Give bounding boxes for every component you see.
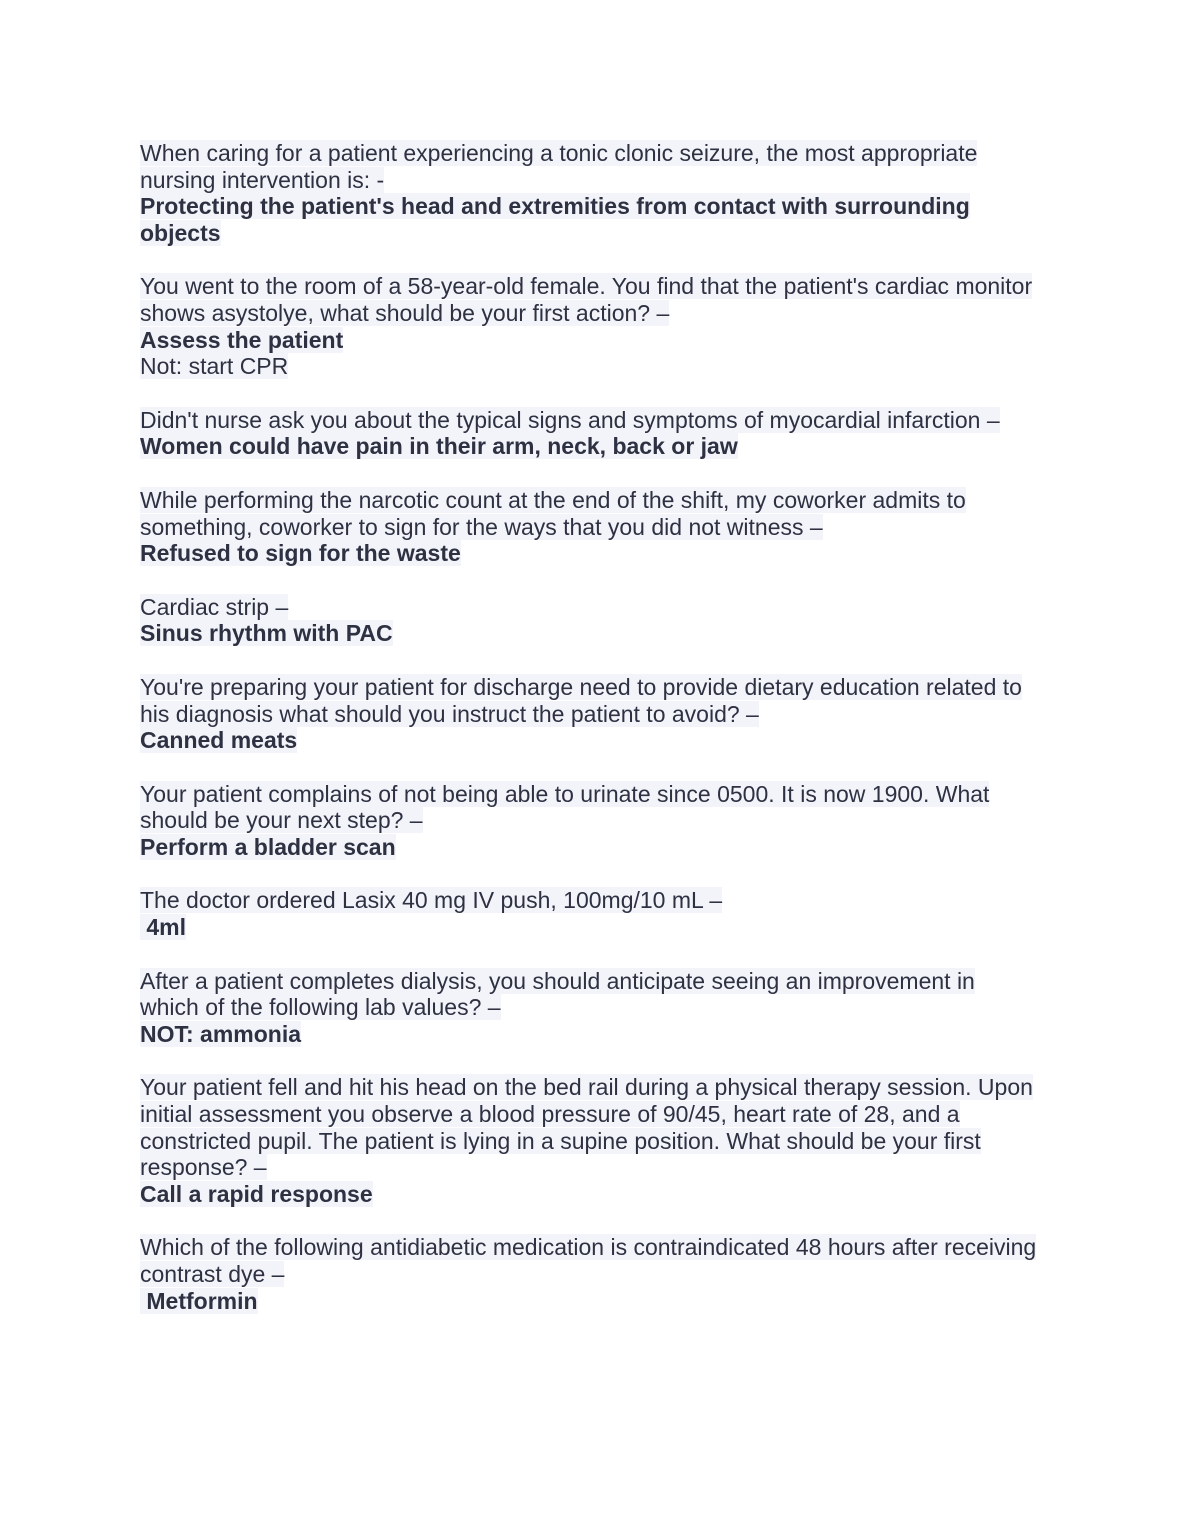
question-line: Your patient fell and hit his head on the bed rail during a physical therapy session. Upon <box>140 1074 1033 1101</box>
qa-item-5 <box>140 594 1055 647</box>
answer-line: objects <box>140 219 221 246</box>
question-line: You're preparing your patient for discharge need to provide dietary education related to <box>140 673 1022 700</box>
question-line: his diagnosis what should you instruct the patient to avoid? – <box>140 700 759 727</box>
qa-item-4 <box>140 487 1055 567</box>
qa-item-8 <box>140 887 1055 940</box>
question-line: You went to the room of a 58-year-old female. You find that the patient's cardiac monitor <box>140 273 1033 300</box>
answer-line: 4ml <box>140 914 187 941</box>
qa-item-10 <box>140 1074 1055 1207</box>
qa-item-9 <box>140 968 1055 1048</box>
question-line: response? – <box>140 1154 267 1181</box>
question-line: something, coworker to sign for the ways that you did not witness – <box>140 513 823 540</box>
question-line: Which of the following antidiabetic medication is contraindicated 48 hours after receiving <box>140 1234 1037 1261</box>
question-line: shows asystolye, what should be your first action? – <box>140 299 670 326</box>
answer-line: Refused to sign for the waste <box>140 540 461 567</box>
answer-line: Sinus rhythm with PAC <box>140 620 393 647</box>
question-line: Didn't nurse ask you about the typical signs and symptoms of myocardial infarction – <box>140 406 1000 433</box>
question-line: The doctor ordered Lasix 40 mg IV push, 100mg/10 mL – <box>140 887 723 914</box>
question-line: contrast dye – <box>140 1261 285 1287</box>
question-line: After a patient completes dialysis, you should anticipate seeing an improvement in <box>140 967 975 994</box>
answer-line: Metformin <box>140 1287 258 1314</box>
question-line: Your patient complains of not being able to urinate since 0500. It is now 1900. What <box>140 780 990 807</box>
question-line: Cardiac strip – <box>140 593 289 620</box>
qa-item-3 <box>140 407 1055 460</box>
document-page <box>140 140 1055 1341</box>
question-line: nursing intervention is: - <box>140 166 385 193</box>
answer-line: Women could have pain in their arm, neck, back or jaw <box>140 433 738 460</box>
qa-item-1 <box>140 140 1055 246</box>
answer-line: Protecting the patient's head and extremities from contact with surrounding <box>140 193 970 220</box>
qa-item-6 <box>140 674 1055 754</box>
answer-line: NOT: ammonia <box>140 1020 302 1047</box>
answer-line: Canned meats <box>140 727 298 754</box>
answer-line: Call a rapid response <box>140 1180 373 1207</box>
answer-line: Assess the patient <box>140 326 344 353</box>
qa-item-11 <box>140 1234 1055 1314</box>
question-line: When caring for a patient experiencing a tonic clonic seizure, the most appropriate <box>140 140 978 166</box>
note-line: Not: start CPR <box>140 353 289 380</box>
qa-item-2 <box>140 273 1055 379</box>
question-line: which of the following lab values? – <box>140 994 501 1021</box>
question-line: initial assessment you observe a blood pressure of 90/45, heart rate of 28, and a <box>140 1101 960 1128</box>
question-line: While performing the narcotic count at the end of the shift, my coworker admits to <box>140 486 966 513</box>
question-line: should be your next step? – <box>140 807 423 834</box>
answer-line: Perform a bladder scan <box>140 833 396 860</box>
question-line: constricted pupil. The patient is lying in a supine position. What should be your first <box>140 1127 981 1154</box>
qa-item-7 <box>140 781 1055 861</box>
